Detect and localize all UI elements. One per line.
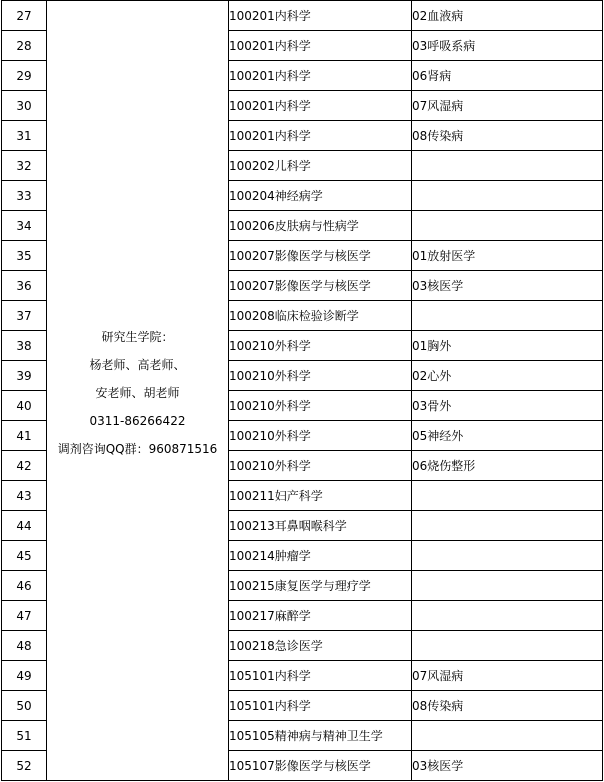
contact-info [47, 323, 228, 463]
major-cell: 100217麻醉学 [229, 601, 412, 631]
row-number: 27 [2, 1, 47, 31]
row-number: 49 [2, 661, 47, 691]
row-number: 46 [2, 571, 47, 601]
adjustment-table [1, 0, 603, 781]
row-number: 32 [2, 151, 47, 181]
direction-cell: 03骨外 [412, 391, 603, 421]
major-cell: 100206皮肤病与性病学 [229, 211, 412, 241]
table-row [2, 1, 603, 31]
major-cell: 100201内科学 [229, 91, 412, 121]
direction-cell: 05神经外 [412, 421, 603, 451]
direction-cell: 02心外 [412, 361, 603, 391]
contact-line: 研究生学院： [101, 329, 174, 344]
row-number: 39 [2, 361, 47, 391]
direction-cell [412, 541, 603, 571]
direction-cell [412, 511, 603, 541]
major-cell: 100214肿瘤学 [229, 541, 412, 571]
direction-cell: 01胸外 [412, 331, 603, 361]
row-number: 40 [2, 391, 47, 421]
row-number: 30 [2, 91, 47, 121]
contact-info-cell [47, 1, 229, 781]
direction-cell: 08传染病 [412, 121, 603, 151]
major-cell: 100210外科学 [229, 421, 412, 451]
major-cell: 100201内科学 [229, 1, 412, 31]
contact-line: 杨老师、高老师、 [89, 357, 186, 372]
row-number: 44 [2, 511, 47, 541]
major-cell: 100204神经病学 [229, 181, 412, 211]
direction-cell [412, 181, 603, 211]
row-number: 28 [2, 31, 47, 61]
major-cell: 100218急诊医学 [229, 631, 412, 661]
row-number: 36 [2, 271, 47, 301]
major-cell: 100207影像医学与核医学 [229, 271, 412, 301]
major-cell: 100210外科学 [229, 391, 412, 421]
direction-cell [412, 211, 603, 241]
row-number: 31 [2, 121, 47, 151]
row-number: 34 [2, 211, 47, 241]
direction-cell [412, 631, 603, 661]
row-number: 37 [2, 301, 47, 331]
row-number: 42 [2, 451, 47, 481]
row-number: 33 [2, 181, 47, 211]
direction-cell: 02血液病 [412, 1, 603, 31]
table-body [2, 1, 603, 781]
major-cell: 105101内科学 [229, 691, 412, 721]
direction-cell [412, 721, 603, 751]
contact-line: 调剂咨询QQ群：960871516 [57, 441, 218, 456]
major-cell: 105105精神病与精神卫生学 [229, 721, 412, 751]
row-number: 35 [2, 241, 47, 271]
row-number: 50 [2, 691, 47, 721]
direction-cell: 03核医学 [412, 271, 603, 301]
major-cell: 100210外科学 [229, 331, 412, 361]
major-cell: 100201内科学 [229, 31, 412, 61]
major-cell: 100207影像医学与核医学 [229, 241, 412, 271]
direction-cell [412, 301, 603, 331]
direction-cell: 03核医学 [412, 751, 603, 781]
row-number: 29 [2, 61, 47, 91]
row-number: 41 [2, 421, 47, 451]
major-cell: 105107影像医学与核医学 [229, 751, 412, 781]
major-cell: 100208临床检验诊断学 [229, 301, 412, 331]
major-cell: 100213耳鼻咽喉科学 [229, 511, 412, 541]
direction-cell: 07风湿病 [412, 661, 603, 691]
direction-cell [412, 601, 603, 631]
direction-cell [412, 481, 603, 511]
major-cell: 105101内科学 [229, 661, 412, 691]
direction-cell [412, 571, 603, 601]
direction-cell: 06肾病 [412, 61, 603, 91]
major-cell: 100202儿科学 [229, 151, 412, 181]
major-cell: 100211妇产科学 [229, 481, 412, 511]
contact-line: 安老师、胡老师 [95, 385, 180, 400]
major-cell: 100201内科学 [229, 61, 412, 91]
direction-cell: 06烧伤整形 [412, 451, 603, 481]
direction-cell [412, 151, 603, 181]
major-cell: 100210外科学 [229, 361, 412, 391]
row-number: 47 [2, 601, 47, 631]
row-number: 51 [2, 721, 47, 751]
row-number: 38 [2, 331, 47, 361]
row-number: 43 [2, 481, 47, 511]
row-number: 48 [2, 631, 47, 661]
direction-cell: 08传染病 [412, 691, 603, 721]
major-cell: 100210外科学 [229, 451, 412, 481]
major-cell: 100201内科学 [229, 121, 412, 151]
major-cell: 100215康复医学与理疗学 [229, 571, 412, 601]
contact-line: 0311-86266422 [89, 413, 186, 428]
direction-cell: 01放射医学 [412, 241, 603, 271]
row-number: 52 [2, 751, 47, 781]
direction-cell: 07风湿病 [412, 91, 603, 121]
row-number: 45 [2, 541, 47, 571]
direction-cell: 03呼吸系病 [412, 31, 603, 61]
